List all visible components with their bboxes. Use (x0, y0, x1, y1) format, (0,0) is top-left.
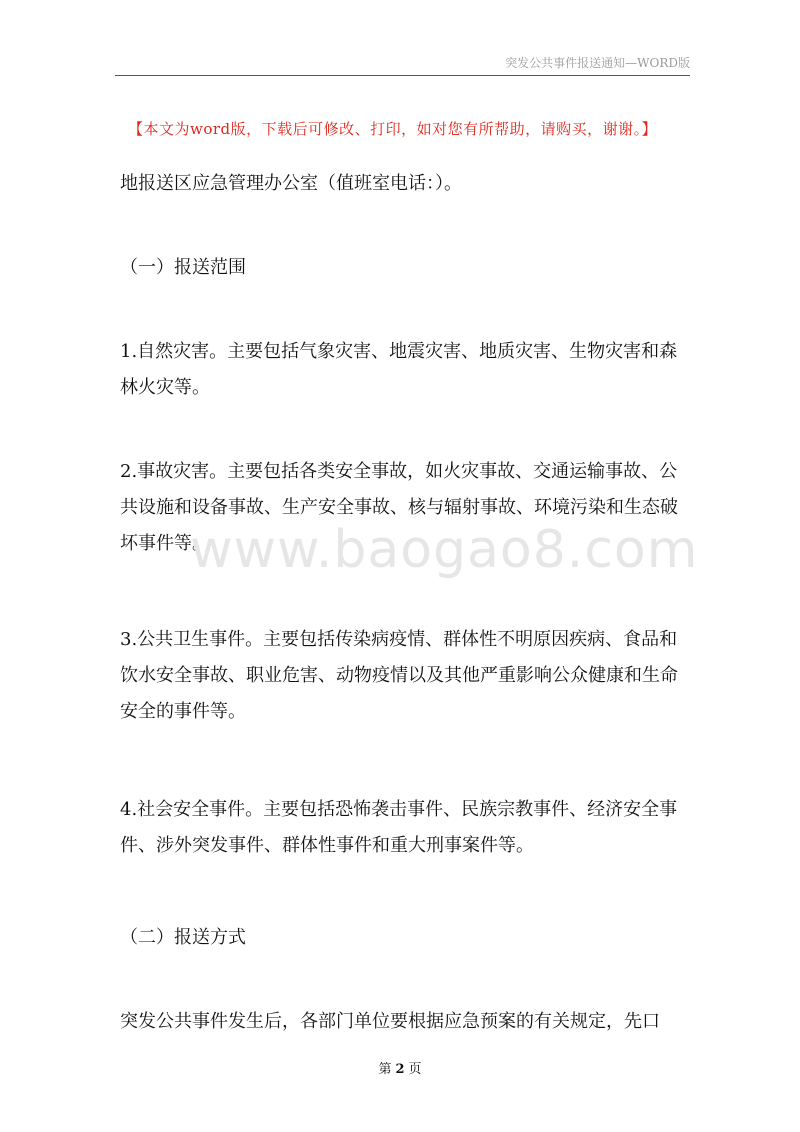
paragraph-report-method: 突发公共事件发生后，各部门单位要根据应急预案的有关规定，先口 (120, 1011, 660, 1032)
header-title: 突发公共事件报送通知—WORD版 (505, 56, 690, 70)
paragraph-accident-disasters: 2.事故灾害。主要包括各类安全事故，如火灾事故、交通运输事故、公共设施和设备事故、生产安全事故、核与辐射事故、环境污染和生态破坏事件等。 (120, 461, 678, 554)
paragraph-public-health: 3.公共卫生事件。主要包括传染病疫情、群体性不明原因疾病、食品和饮水安全事故、职业危害、动物疫情以及其他严重影响公众健康和生命安全的事件等。 (120, 629, 678, 722)
section-heading-method: （二）报送方式 (120, 927, 246, 948)
page-footer (0, 1058, 800, 1077)
watermark: www.baogao8.com (190, 520, 699, 580)
footer-suffix: 页 (408, 1062, 422, 1077)
header-divider (115, 75, 690, 76)
page-number: 2 (395, 1062, 405, 1077)
paragraph-report-office: 地报送区应急管理办公室（值班室电话：）。 (120, 173, 462, 194)
footer-prefix: 第 (378, 1062, 392, 1077)
section-heading-scope: （一）报送范围 (120, 257, 246, 278)
paragraph-social-security: 4.社会安全事件。主要包括恐怖袭击事件、民族宗教事件、经济安全事件、涉外突发事件、群体性事件和重大刑事案件等。 (120, 799, 678, 856)
download-notice: 【本文为word版，下载后可修改、打印，如对您有所帮助，请购买，谢谢。】 (128, 120, 658, 138)
paragraph-natural-disasters: 1.自然灾害。主要包括气象灾害、地震灾害、地质灾害、生物灾害和森林火灾等。 (120, 341, 678, 398)
